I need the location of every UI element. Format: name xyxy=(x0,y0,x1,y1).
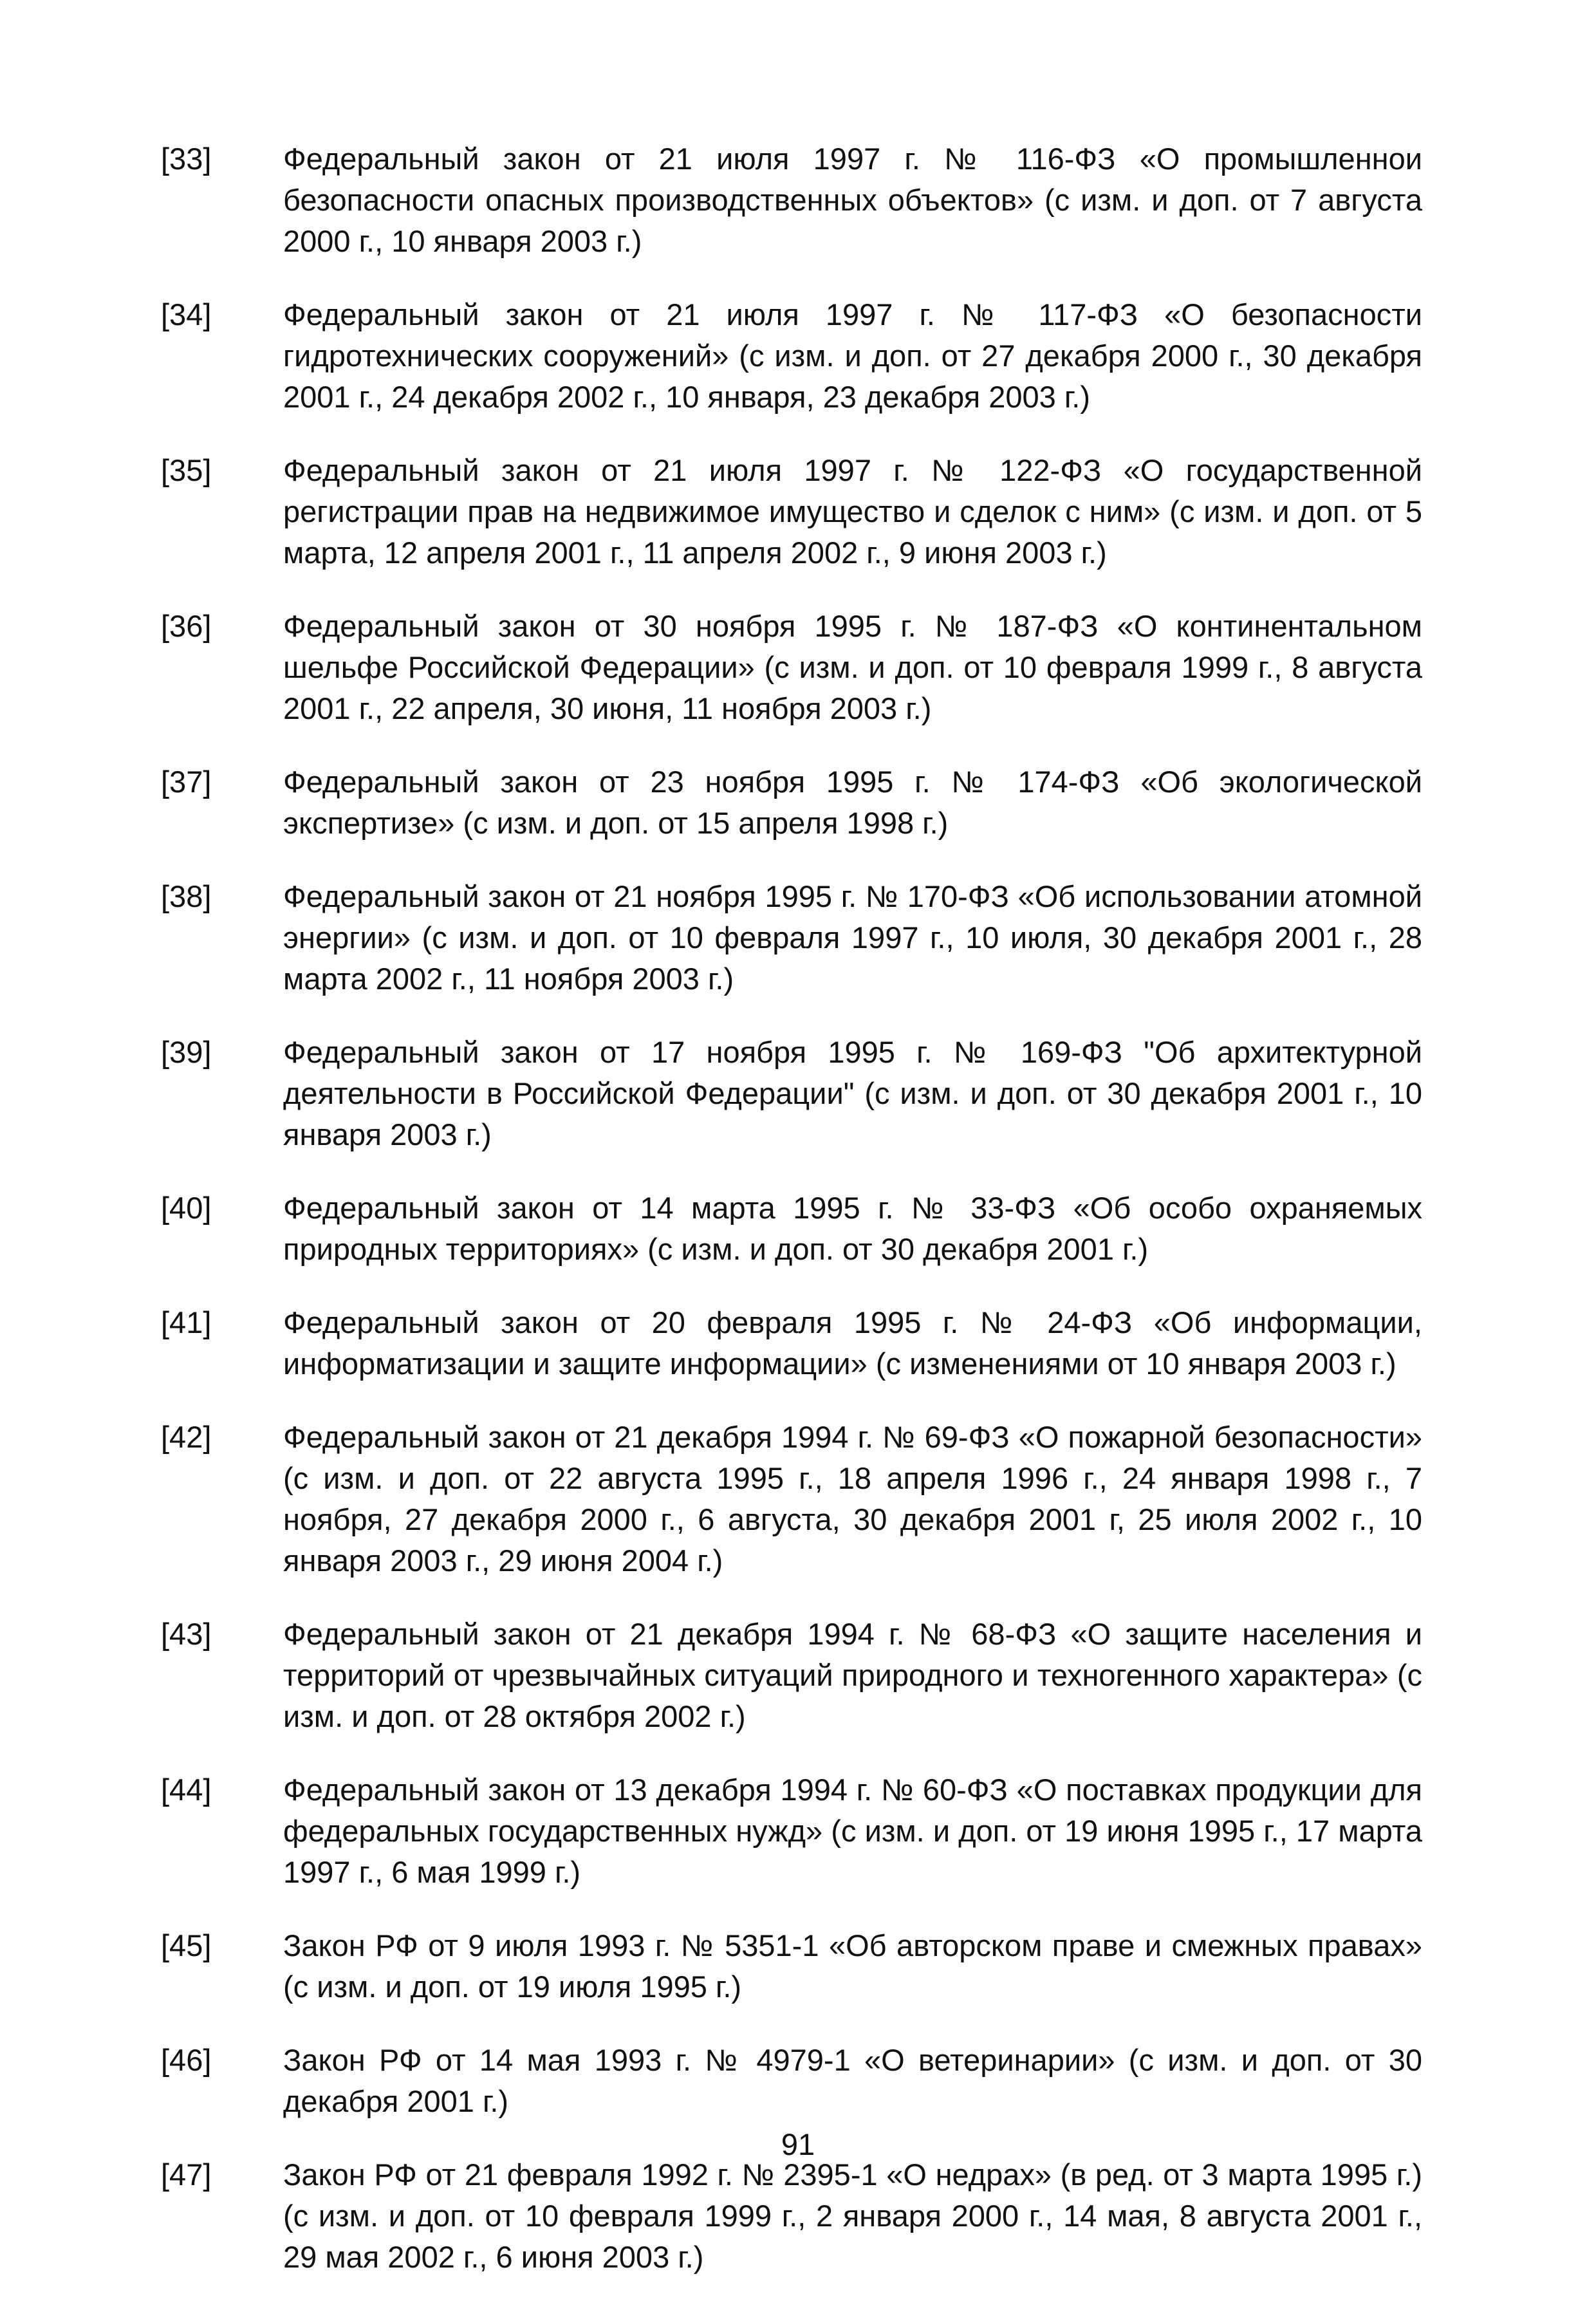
reference-number: [38] xyxy=(161,879,212,913)
reference-item xyxy=(161,1769,1422,1893)
reference-item xyxy=(161,1614,1422,1737)
reference-text: Федеральный закон от 21 июля 1997 г. № 117-ФЗ «О безопасности гидротехнических сооружений» (с изм. и доп. от 27 декабря 2000 г., 30 декабря 2001 г., 24 декабря 2002 г., 10 января, 23 декабря 2003 г.) xyxy=(283,297,1422,414)
reference-number: [41] xyxy=(161,1305,212,1339)
reference-item xyxy=(161,606,1422,729)
reference-item xyxy=(161,2154,1422,2278)
reference-text: Федеральный закон от 13 декабря 1994 г. № 60-ФЗ «О поставках продукции для федеральных государственных нужд» (с изм. и доп. от 19 июня 1995 г., 17 марта 1997 г., 6 мая 1999 г.) xyxy=(283,1773,1422,1889)
reference-number: [44] xyxy=(161,1773,212,1807)
reference-number: [35] xyxy=(161,453,212,487)
reference-text: Федеральный закон от 14 марта 1995 г. № 33-ФЗ «Об особо охраняемых природных территориях» (с изм. и доп. от 30 декабря 2001 г.) xyxy=(283,1191,1422,1266)
reference-text: Федеральный закон от 21 декабря 1994 г. № 69-ФЗ «О пожарной безопасности» (с изм. и доп. от 22 августа 1995 г., 18 апреля 1996 г., 24 января 1998 г., 7 ноября, 27 декабря 2000 г., 6 августа, 30 декабря 2001 г, 25 июля 2002 г., 10 января 2003 г., 29 июня 2004 г.) xyxy=(283,1420,1422,1578)
reference-text: Федеральный закон от 20 февраля 1995 г. № 24-ФЗ «Об информации, информатизации и защите информации» (с изменениями от 10 января 2003 г.) xyxy=(283,1305,1422,1381)
reference-item xyxy=(161,1302,1422,1384)
reference-number: [43] xyxy=(161,1617,212,1651)
reference-text: Федеральный закон от 30 ноября 1995 г. № 187-ФЗ «О континентальном шельфе Российской Федерации» (с изм. и доп. от 10 февраля 1999 г., 8 августа 2001 г., 22 апреля, 30 июня, 11 ноября 2003 г.) xyxy=(283,609,1422,725)
reference-item xyxy=(161,450,1422,573)
page-number: 91 xyxy=(781,2127,815,2161)
reference-list xyxy=(161,138,1422,2310)
reference-item xyxy=(161,138,1422,262)
reference-text: Федеральный закон от 17 ноября 1995 г. № 169-ФЗ "Об архитектурной деятельности в Российской Федерации" (с изм. и доп. от 30 декабря 2001 г., 10 января 2003 г.) xyxy=(283,1035,1422,1151)
reference-item xyxy=(161,876,1422,1000)
reference-text: Закон РФ от 9 июля 1993 г. № 5351-1 «Об авторском праве и смежных правах» (с изм. и доп. от 19 июля 1995 г.) xyxy=(283,1928,1422,2004)
reference-text: Федеральный закон от 21 ноября 1995 г. № 170-ФЗ «Об использовании атомной энергии» (с изм. и доп. от 10 февраля 1997 г., 10 июля, 30 декабря 2001 г., 28 марта 2002 г., 11 ноября 2003 г.) xyxy=(283,879,1422,996)
reference-number: [40] xyxy=(161,1191,212,1225)
reference-number: [33] xyxy=(161,142,212,176)
reference-number: [45] xyxy=(161,1928,212,1962)
reference-number: [34] xyxy=(161,297,212,331)
reference-item xyxy=(161,761,1422,844)
reference-item xyxy=(161,1032,1422,1155)
reference-text: Закон РФ от 14 мая 1993 г. № 4979-1 «О ветеринарии» (с изм. и доп. от 30 декабря 2001 г.) xyxy=(283,2043,1422,2118)
reference-number: [39] xyxy=(161,1035,212,1069)
reference-item xyxy=(161,1417,1422,1581)
reference-number: [37] xyxy=(161,765,212,799)
reference-text: Федеральный закон от 21 июля 1997 г. № 122-ФЗ «О государственной регистрации прав на недвижимое имущество и сделок с ним» (с изм. и доп. от 5 марта, 12 апреля 2001 г., 11 апреля 2002 г., 9 июня 2003 г.) xyxy=(283,453,1422,570)
reference-item xyxy=(161,1925,1422,2007)
reference-text: Федеральный закон от 23 ноября 1995 г. № 174-ФЗ «Об экологической экспертизе» (с изм. и доп. от 15 апреля 1998 г.) xyxy=(283,765,1422,840)
reference-item xyxy=(161,294,1422,418)
reference-number: [46] xyxy=(161,2043,212,2077)
reference-item xyxy=(161,1188,1422,1270)
reference-text: Федеральный закон от 21 декабря 1994 г. № 68-ФЗ «О защите населения и территорий от чрезвычайных ситуаций природного и техногенного характера» (с изм. и доп. от 28 октября 2002 г.) xyxy=(283,1617,1422,1733)
reference-text: Закон РФ от 21 февраля 1992 г. № 2395-1 «О недрах» (в ред. от 3 марта 1995 г.) (с изм. и доп. от 10 февраля 1999 г., 2 января 2000 г., 14 мая, 8 августа 2001 г., 29 мая 2002 г., 6 июня 2003 г.) xyxy=(283,2157,1422,2274)
reference-item xyxy=(161,2040,1422,2122)
reference-number: [36] xyxy=(161,609,212,643)
reference-number: [42] xyxy=(161,1420,212,1454)
reference-text: Федеральный закон от 21 июля 1997 г. № 116-ФЗ «О промышленнои безопасности опасных производственных объектов» (с изм. и доп. от 7 августа 2000 г., 10 января 2003 г.) xyxy=(283,142,1422,258)
reference-number: [47] xyxy=(161,2157,212,2192)
